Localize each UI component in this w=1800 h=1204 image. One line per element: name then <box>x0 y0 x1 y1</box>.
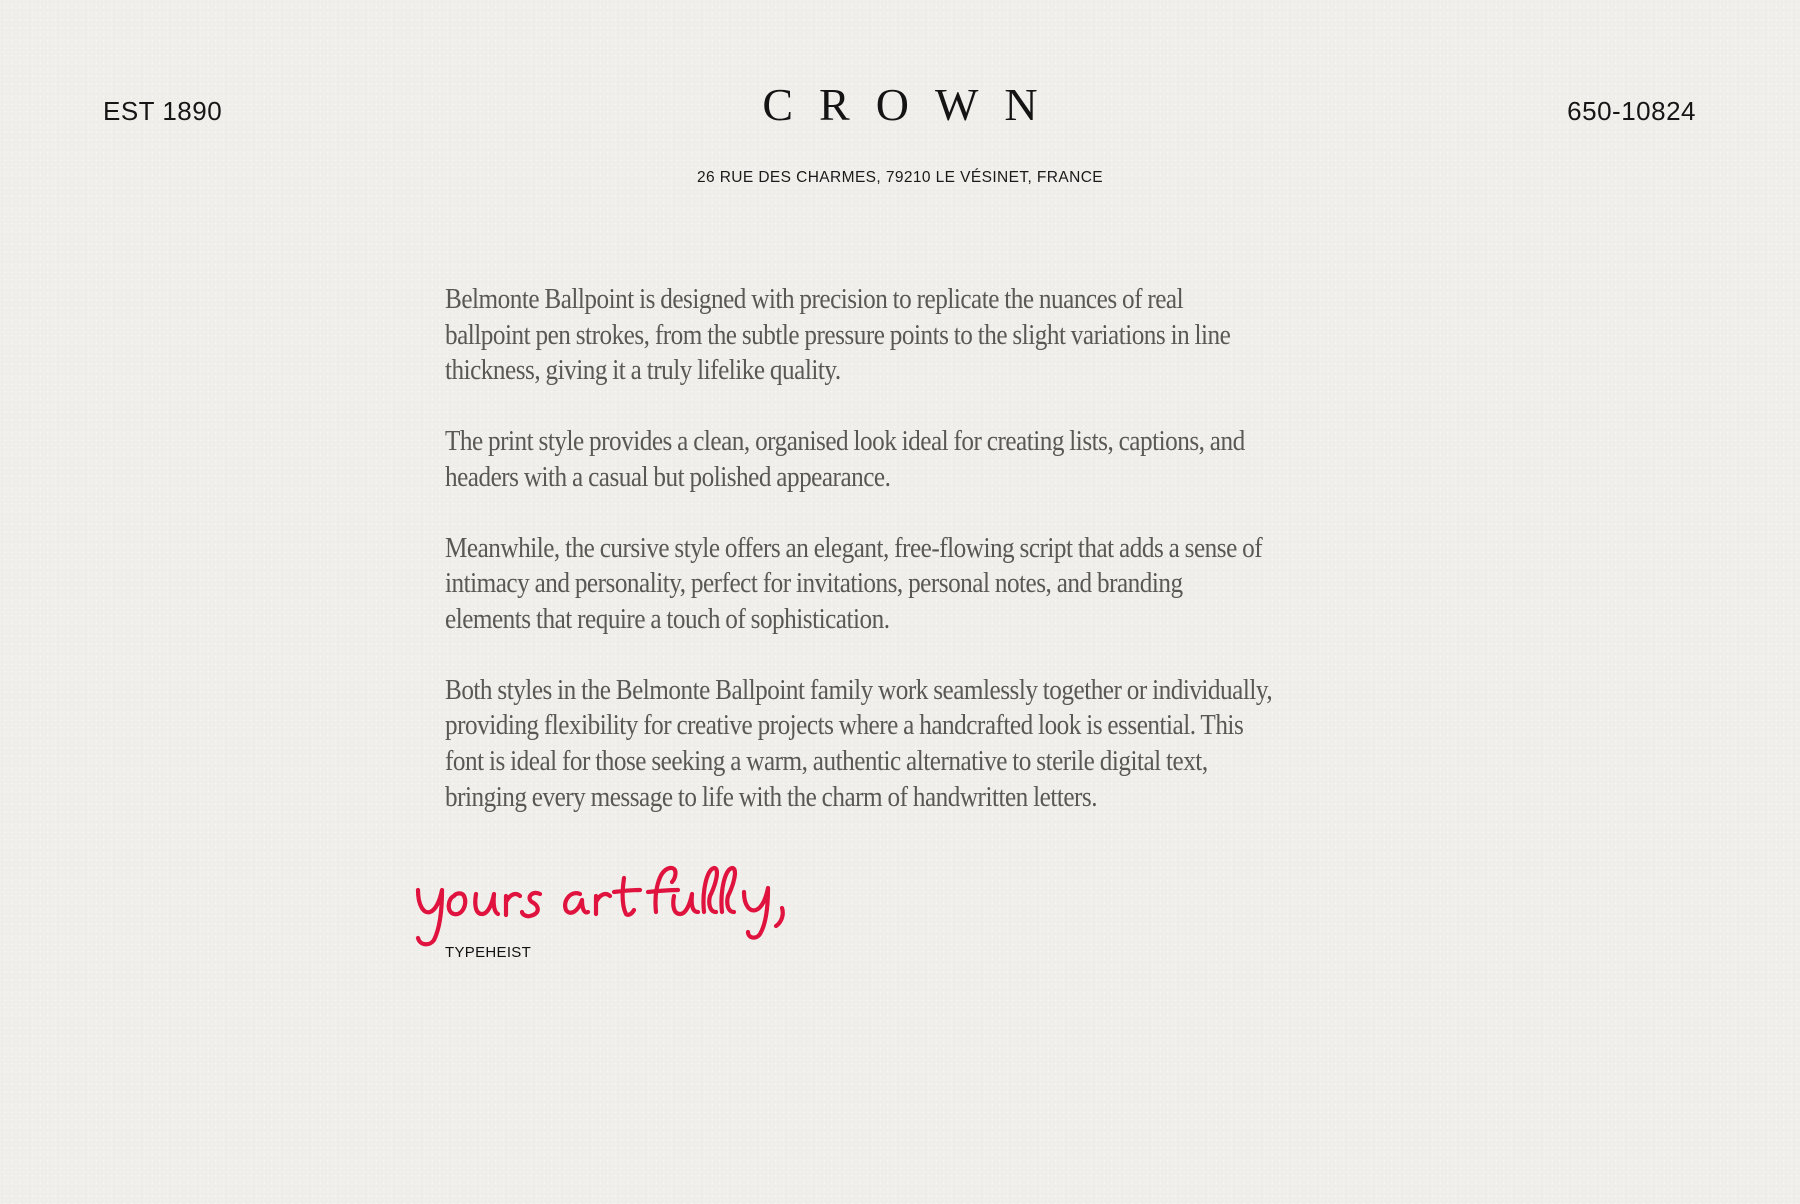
paragraph-line: providing flexibility for creative projects where a handcrafted look is essential. This <box>445 710 1244 742</box>
signer-name: TYPEHEIST <box>445 944 532 961</box>
signoff <box>410 850 830 970</box>
paragraph-2 <box>445 424 1273 495</box>
established-year: EST 1890 <box>103 96 223 126</box>
paragraph-line: font is ideal for those seeking a warm, authentic alternative to sterile digital text, <box>445 746 1208 778</box>
paragraph-3 <box>445 531 1273 638</box>
paragraph-line: The print style provides a clean, organised look ideal for creating lists, captions, and <box>445 426 1245 458</box>
phone-number: 650-10824 <box>1567 96 1696 126</box>
paragraph-line: ballpoint pen strokes, from the subtle pressure points to the slight variations in line <box>445 319 1231 351</box>
letterhead <box>0 0 1800 200</box>
paragraph-line: headers with a casual but polished appearance. <box>445 461 891 493</box>
paragraph-line: elements that require a touch of sophistication. <box>445 603 890 635</box>
address-line: 26 RUE DES CHARMES, 79210 LE VÉSINET, FRANCE <box>696 169 1104 186</box>
handwritten-signoff-signature <box>410 850 830 950</box>
paragraph-line: Belmonte Ballpoint is designed with precision to replicate the nuances of real <box>445 284 1184 315</box>
paragraph-line: Meanwhile, the cursive style offers an elegant, free-flowing script that adds a sense of <box>445 532 1263 564</box>
paragraph-line: thickness, giving it a truly lifelike quality. <box>445 355 841 387</box>
letter-body <box>445 282 1365 850</box>
paragraph-line: intimacy and personality, perfect for invitations, personal notes, and branding <box>445 568 1183 600</box>
paragraph-line: bringing every message to life with the charm of handwritten letters. <box>445 781 1098 813</box>
brand-wordmark: CROWN <box>762 79 1064 130</box>
paragraph-1 <box>445 282 1273 389</box>
paragraph-4 <box>445 673 1273 816</box>
paragraph-line: Both styles in the Belmonte Ballpoint family work seamlessly together or individually, <box>445 674 1273 706</box>
